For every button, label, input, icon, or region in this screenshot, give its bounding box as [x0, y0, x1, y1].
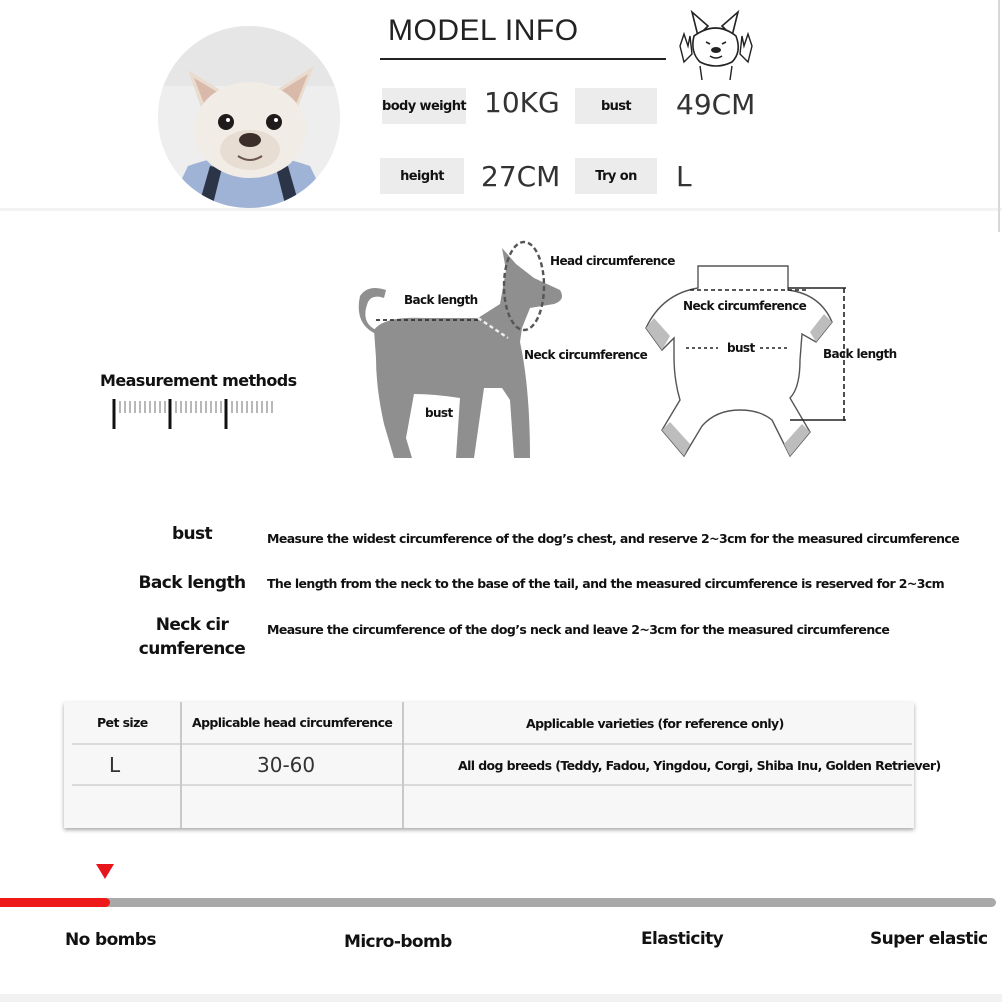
definition-text-neck-circumference: Measure the circumference of the dog’s neck and leave 2~3cm for the measured circumference [267, 622, 890, 637]
table-header-varieties: Applicable varieties (for reference only) [526, 716, 784, 731]
garment-neck-circumference-label: Neck circumference [683, 299, 807, 313]
bust-label: bust [575, 88, 657, 124]
size-table [64, 702, 941, 828]
definition-term-back-length: Back length [138, 573, 246, 593]
dog-bust-label: bust [425, 406, 453, 420]
elasticity-label-no-bombs: No bombs [65, 930, 156, 950]
try-on-label: Try on [575, 158, 657, 194]
height-label: height [380, 158, 464, 194]
edge-divider [998, 0, 1000, 232]
bulldog-face-icon [676, 6, 756, 82]
title-underline [380, 58, 666, 60]
elasticity-label-elasticity: Elasticity [641, 929, 724, 949]
measurement-methods-title: Measurement methods [100, 371, 297, 390]
elasticity-label-super-elastic: Super elastic [870, 929, 988, 949]
model-info-title: MODEL INFO [388, 14, 579, 47]
dog-back-length-label: Back length [404, 293, 478, 307]
definition-term-bust: bust [171, 524, 213, 544]
table-cell-varieties: All dog breeds (Teddy, Fadou, Yingdou, Corgi, Shiba Inu, Golden Retriever) [458, 758, 941, 773]
definition-text-back-length: The length from the neck to the base of the tail, and the measured circumference is reserved for 2~3cm [267, 576, 945, 591]
triangle-marker-icon [96, 864, 114, 879]
elasticity-scale-track [0, 898, 996, 907]
bust-value: 49CM [676, 88, 756, 121]
bottom-band [0, 994, 1002, 1002]
table-header-head-circumference: Applicable head circumference [192, 715, 393, 730]
table-header-pet-size: Pet size [97, 715, 148, 730]
section-divider [0, 208, 1002, 211]
height-value: 27CM [481, 160, 561, 193]
elasticity-label-micro-bomb: Micro-bomb [344, 932, 452, 952]
table-cell-size: L [109, 753, 121, 777]
french-bulldog-photo-icon [158, 26, 340, 208]
definition-term-neck-line2: cumference [138, 639, 246, 659]
elasticity-scale-fill [0, 898, 110, 907]
body-weight-label: body weight [382, 88, 466, 124]
dog-head-circumference-label: Head circumference [550, 254, 675, 268]
dog-neck-circumference-label: Neck circumference [524, 348, 648, 362]
model-info-section [0, 0, 1002, 212]
table-column-divider [180, 702, 182, 828]
table-column-divider [402, 702, 404, 828]
definition-term-neck-circumference [122, 613, 262, 661]
table-cell-head-circumference: 30-60 [257, 753, 316, 777]
garment-bust-label: bust [727, 341, 755, 355]
body-weight-value: 10KG [484, 86, 560, 119]
definition-term-neck-line1: Neck cir [155, 615, 229, 635]
table-divider [72, 743, 912, 745]
garment-back-length-label: Back length [823, 347, 897, 361]
try-on-value: L [676, 160, 692, 193]
table-divider [72, 784, 912, 786]
model-photo [158, 26, 340, 208]
ruler-icon [112, 397, 280, 431]
definition-text-bust: Measure the widest circumference of the dog’s chest, and reserve 2~3cm for the measured circumference [267, 531, 960, 546]
